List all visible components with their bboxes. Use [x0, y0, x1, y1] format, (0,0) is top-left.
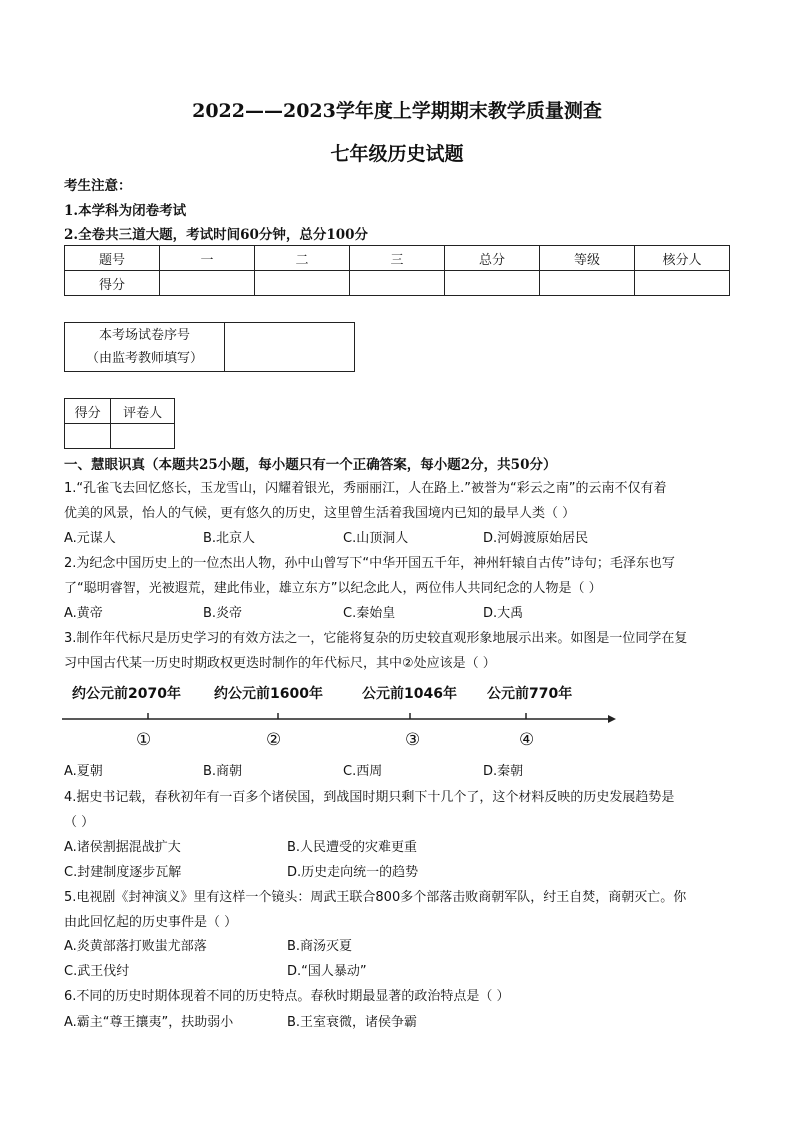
timeline-number-1: ① — [136, 730, 152, 750]
question-3-line2: 习中国古代某一历史时期政权更迭时制作的年代标尺，其中②处应该是（ ） — [64, 656, 496, 671]
question-1-stem — [64, 476, 732, 526]
timeline-arrow — [608, 715, 616, 723]
seat-number-box — [64, 322, 355, 372]
timeline-label-2: 约公元前1600年 — [214, 686, 323, 702]
score-cell[interactable] — [445, 271, 540, 296]
question-2-stem — [64, 551, 732, 601]
q4-option-d[interactable]: D.历史走向统一的趋势 — [287, 865, 419, 880]
q1-option-b[interactable]: B.北京人 — [203, 531, 256, 546]
question-4-line1: 4.据史书记载，春秋初年有一百多个诸侯国，到战国时期只剩下十几个了，这个材料反映的历史发展趋势是 — [64, 790, 675, 805]
question-1-line2: 优美的风景，怡人的气候，更有悠久的历史，这里曾生活着我国境内已知的最早人类（ ） — [64, 506, 576, 521]
question-4-line2: （ ） — [64, 815, 95, 830]
q3-option-d[interactable]: D.秦朝 — [483, 764, 524, 779]
q1-option-a[interactable]: A.元谋人 — [64, 531, 116, 546]
question-6-line1: 6.不同的历史时期体现着不同的历史特点。春秋时期最显著的政治特点是（ ） — [64, 989, 510, 1004]
question-5-line1: 5.电视剧《封神演义》里有这样一个镜头：周武王联合800多个部落击败商朝军队，纣王自焚，商朝灭亡。你 — [64, 890, 687, 905]
score-cell[interactable] — [635, 271, 730, 296]
grader-score-field[interactable] — [65, 424, 111, 449]
question-6-stem — [64, 984, 732, 1009]
score-table-header: 题号 — [65, 246, 160, 271]
notice-item-1: 1.本学科为闭卷考试 — [64, 203, 187, 219]
question-5-stem — [64, 885, 732, 935]
exam-subtitle: 七年级历史试题 — [330, 143, 464, 165]
question-2-line2: 了“聪明睿智，光被遐荒，建此伟业，雄立东方”以纪念此人，两位伟人共同纪念的人物是（ ） — [64, 581, 602, 596]
timeline-number-2: ② — [266, 730, 282, 750]
q6-option-b[interactable]: B.王室衰微，诸侯争霸 — [287, 1015, 418, 1030]
q2-option-c[interactable]: C.秦始皇 — [343, 606, 396, 621]
q1-option-c[interactable]: C.山顶洞人 — [343, 531, 409, 546]
notice-item-2: 2.全卷共三道大题，考试时间60分钟，总分100分 — [64, 227, 369, 243]
timeline-number-4: ④ — [519, 730, 535, 750]
seat-number-label — [65, 323, 225, 372]
timeline-label-1: 约公元前2070年 — [72, 686, 181, 702]
q5-option-d[interactable]: D.“国人暴动” — [287, 964, 367, 979]
timeline-label-4: 公元前770年 — [487, 686, 573, 702]
grader-name-label: 评卷人 — [111, 399, 175, 424]
q3-option-c[interactable]: C.西周 — [343, 764, 383, 779]
q4-option-b[interactable]: B.人民遭受的灾难更重 — [287, 840, 418, 855]
q4-option-a[interactable]: A.诸侯割据混战扩大 — [64, 840, 181, 855]
exam-title: 2022——2023学年度上学期期末教学质量测查 — [192, 100, 602, 122]
q6-option-a[interactable]: A.霸主“尊王攘夷”，扶助弱小 — [64, 1015, 234, 1030]
question-2-line1: 2.为纪念中国历史上的一位杰出人物，孙中山曾写下“中华开国五千年，神州轩辕自古传”诗句；毛泽东也写 — [64, 556, 675, 571]
q1-option-d[interactable]: D.河姆渡原始居民 — [483, 531, 589, 546]
score-row-label: 得分 — [65, 271, 160, 296]
q3-option-b[interactable]: B.商朝 — [203, 764, 243, 779]
grader-box — [64, 398, 175, 449]
score-cell[interactable] — [350, 271, 445, 296]
question-3-line1: 3.制作年代标尺是历史学习的有效方法之一，它能将复杂的历史较直观形象地展示出来。如图是一位同学在复 — [64, 631, 688, 646]
score-table-header: 核分人 — [635, 246, 730, 271]
q3-option-a[interactable]: A.夏朝 — [64, 764, 103, 779]
seat-number-line2: （由监考教师填写） — [85, 351, 203, 366]
timeline-number-3: ③ — [405, 730, 421, 750]
grader-name-field[interactable] — [111, 424, 175, 449]
timeline-label-3: 公元前1046年 — [362, 686, 457, 702]
score-table-header: 一 — [160, 246, 255, 271]
score-table-header: 二 — [255, 246, 350, 271]
question-4-stem — [64, 785, 732, 835]
score-table — [64, 245, 730, 296]
section-1-heading: 一、慧眼识真（本题共25小题，每小题只有一个正确答案，每小题2分，共50分） — [64, 457, 557, 473]
q5-option-a[interactable]: A.炎黄部落打败蚩尤部落 — [64, 939, 207, 954]
q5-option-c[interactable]: C.武王伐纣 — [64, 964, 130, 979]
score-table-header: 总分 — [445, 246, 540, 271]
q2-option-a[interactable]: A.黄帝 — [64, 606, 103, 621]
score-cell[interactable] — [255, 271, 350, 296]
notice-heading: 考生注意： — [64, 178, 132, 194]
score-table-header: 等级 — [540, 246, 635, 271]
timeline-axis — [60, 704, 620, 728]
question-5-line2: 由此回忆起的历史事件是（ ） — [64, 915, 238, 930]
q2-option-d[interactable]: D.大禹 — [483, 606, 524, 621]
seat-number-line1: 本考场试卷序号 — [98, 328, 190, 343]
q2-option-b[interactable]: B.炎帝 — [203, 606, 243, 621]
score-table-header: 三 — [350, 246, 445, 271]
q4-option-c[interactable]: C.封建制度逐步瓦解 — [64, 865, 182, 880]
question-1-line1: 1.“孔雀飞去回忆悠长，玉龙雪山，闪耀着银光，秀丽丽江，人在路上.”被誉为“彩云之南”的云南不仅有着 — [64, 481, 667, 496]
question-3-stem — [64, 626, 732, 676]
q5-option-b[interactable]: B.商汤灭夏 — [287, 939, 353, 954]
score-cell[interactable] — [540, 271, 635, 296]
grader-score-label: 得分 — [65, 399, 111, 424]
score-cell[interactable] — [160, 271, 255, 296]
seat-number-field[interactable] — [224, 323, 354, 372]
